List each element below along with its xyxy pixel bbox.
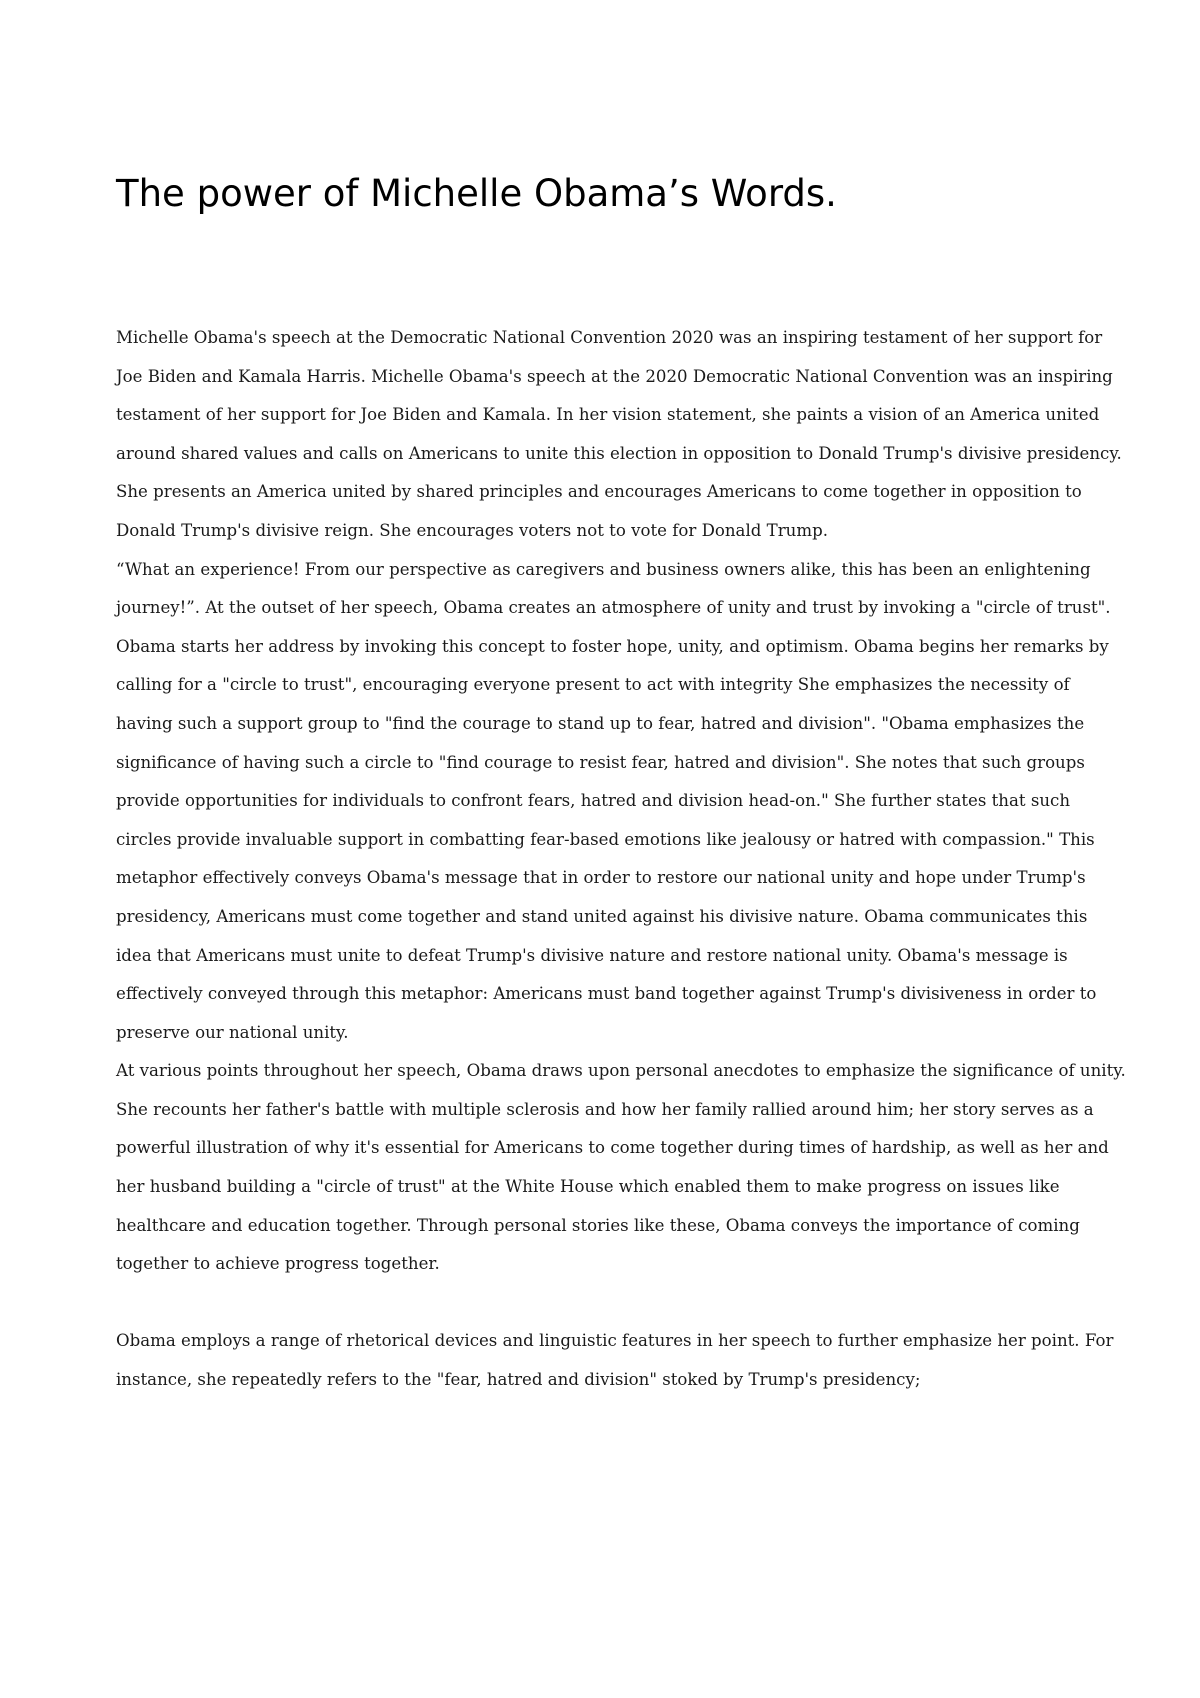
paragraph-rhetorical-devices: Obama employs a range of rhetorical devices and linguistic features in her speech to further emphasize her point. For instance, she repeatedly refers to the "fear, hatred and division" stoked by Trump's presidency; [116,1331,1114,1390]
document-title: The power of Michelle Obama’s Words. [116,172,837,215]
paragraph-intro: Michelle Obama's speech at the Democratic National Convention 2020 was an inspiring testament of her support for Joe Biden and Kamala Harris. Michelle Obama's speech at the 2020 Democratic National Convention was an inspiring testament of her support for Joe Biden and Kamala. In her vision statement, she paints a vision of an America united around shared values and calls on Americans to unite this election in opposition to Donald Trump's divisive presidency. She presents an America united by shared principles and encourages Americans to come together in opposition to Donald Trump's divisive reign. She encourages voters not to vote for Donald Trump. [116,328,1122,540]
paragraph-personal-anecdotes: At various points throughout her speech, Obama draws upon personal anecdotes to emphasize the significance of unity. She recounts her father's battle with multiple sclerosis and how her family rallied around him; her story serves as a powerful illustration of why it's essential for Americans to come together during times of hardship, as well as her and her husband building a "circle of trust" at the White House which enabled them to make progress on issues like healthcare and education together. Through personal stories like these, Obama conveys the importance of coming together to achieve progress together. [116,1061,1126,1274]
paragraph-spacer [116,1284,1126,1323]
paragraph-circle-of-trust: “What an experience! From our perspective as caregivers and business owners alike, this has been an enlightening journey!”. At the outset of her speech, Obama creates an atmosphere of unity and trust by invoking a "circle of trust". Obama starts her address by invoking this concept to foster hope, unity, and optimism. Obama begins her remarks by calling for a "circle to trust", encouraging everyone present to act with integrity She emphasizes the necessity of having such a support group to "find the courage to stand up to fear, hatred and division". "Obama emphasizes the significance of having such a circle to "find courage to resist fear, hatred and division". She notes that such groups provide opportunities for individuals to confront fears, hatred and division head-on." She further states that such circles provide invaluable support in combatting fear-based emotions like jealousy or hatred with compassion." This metaphor effectively conveys Obama's message that in order to restore our national unity and hope under Trump's presidency, Americans must come together and stand united against his divisive nature. Obama communicates this idea that Americans must unite to defeat Trump's divisive nature and restore national unity. Obama's message is effectively conveyed through this metaphor: Americans must band together against Trump's divisiveness in order to preserve our national unity. [116,559,1111,1042]
document-body [116,319,1126,1400]
